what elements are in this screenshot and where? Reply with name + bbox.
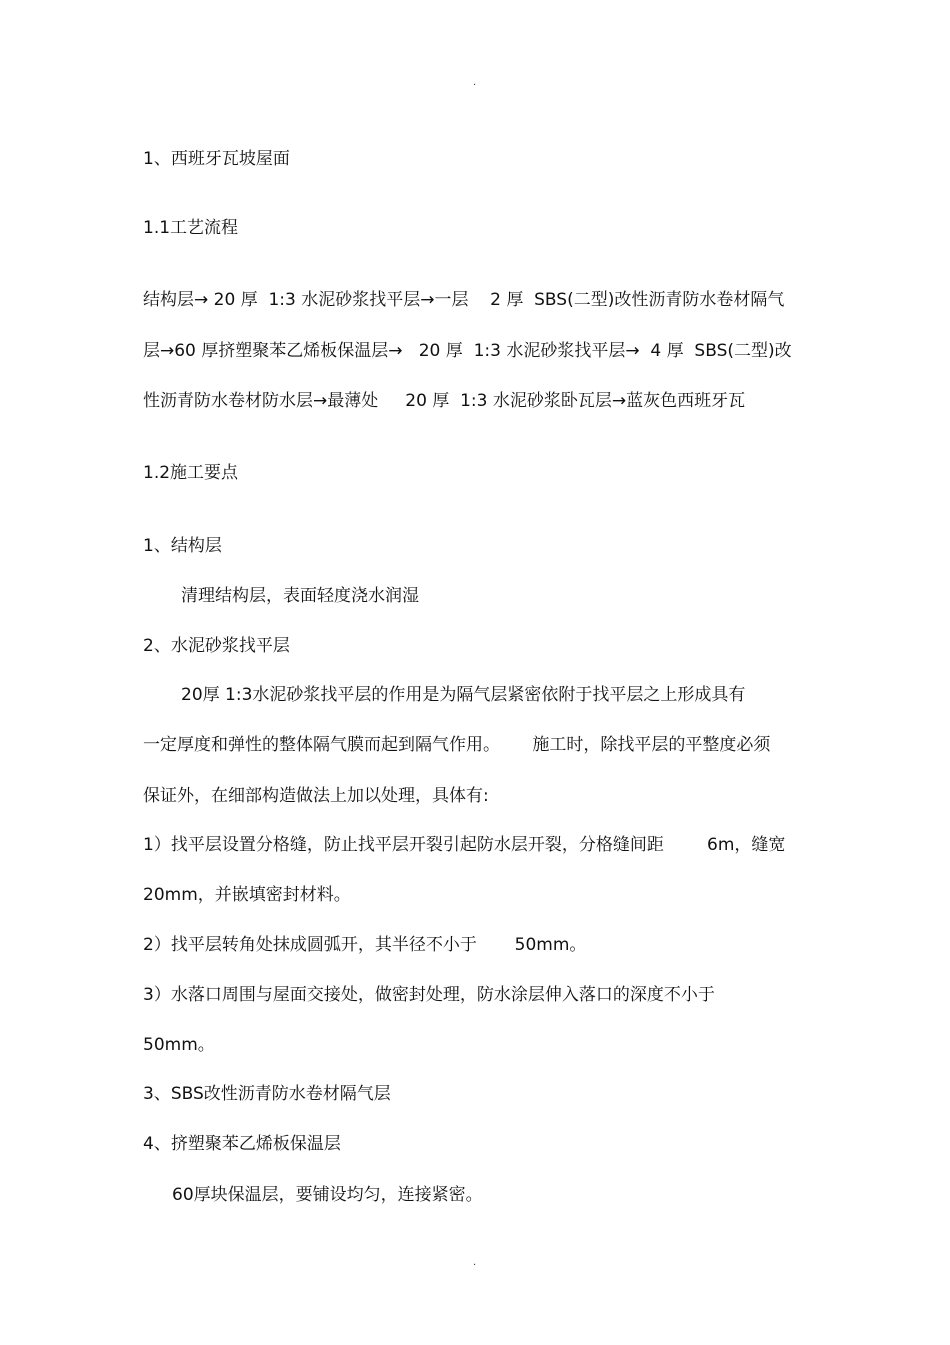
item-heading: 2、水泥砂浆找平层 — [143, 636, 290, 656]
section-heading: 1、西班牙瓦坡屋面 — [143, 149, 290, 169]
paragraph-line: 保证外，在细部构造做法上加以处理，具体有: — [143, 786, 489, 806]
paragraph-line: 60厚块保温层，要铺设均匀，连接紧密。 — [172, 1185, 483, 1205]
paragraph-line: 结构层→ 20 厚 1:3 水泥砂浆找平层→一层 2 厚 SBS(二型)改性沥青防水卷材隔气 — [143, 290, 785, 310]
footer-mark: . — [473, 1257, 477, 1268]
paragraph-line: 清理结构层，表面轻度浇水润湿 — [181, 586, 419, 606]
list-item: 1）找平层设置分格缝，防止找平层开裂引起防水层开裂，分格缝间距 6m，缝宽 — [143, 835, 786, 855]
item-heading: 3、SBS改性沥青防水卷材隔气层 — [143, 1084, 391, 1104]
paragraph-line: 一定厚度和弹性的整体隔气膜而起到隔气作用。 施工时，除找平层的平整度必须 — [143, 735, 771, 755]
list-item: 20mm，并嵌填密封材料。 — [143, 885, 351, 905]
header-mark: . — [473, 77, 477, 88]
item-heading: 4、挤塑聚苯乙烯板保温层 — [143, 1134, 341, 1154]
paragraph-line: 层→60 厚挤塑聚苯乙烯板保温层→ 20 厚 1:3 水泥砂浆找平层→ 4 厚 SBS(二型)改 — [143, 341, 792, 361]
paragraph-line: 20厚 1:3水泥砂浆找平层的作用是为隔气层紧密依附于找平层之上形成具有 — [181, 685, 746, 705]
list-item: 50mm。 — [143, 1035, 215, 1055]
list-item: 3）水落口周围与屋面交接处，做密封处理，防水涂层伸入落口的深度不小于 — [143, 985, 715, 1005]
item-heading: 1、结构层 — [143, 536, 222, 556]
subsection-heading: 1.1工艺流程 — [143, 218, 239, 238]
subsection-heading: 1.2施工要点 — [143, 463, 239, 483]
list-item: 2）找平层转角处抹成圆弧开，其半径不小于 50mm。 — [143, 935, 587, 955]
paragraph-line: 性沥青防水卷材防水层→最薄处 20 厚 1:3 水泥砂浆卧瓦层→蓝灰色西班牙瓦 — [143, 391, 746, 411]
